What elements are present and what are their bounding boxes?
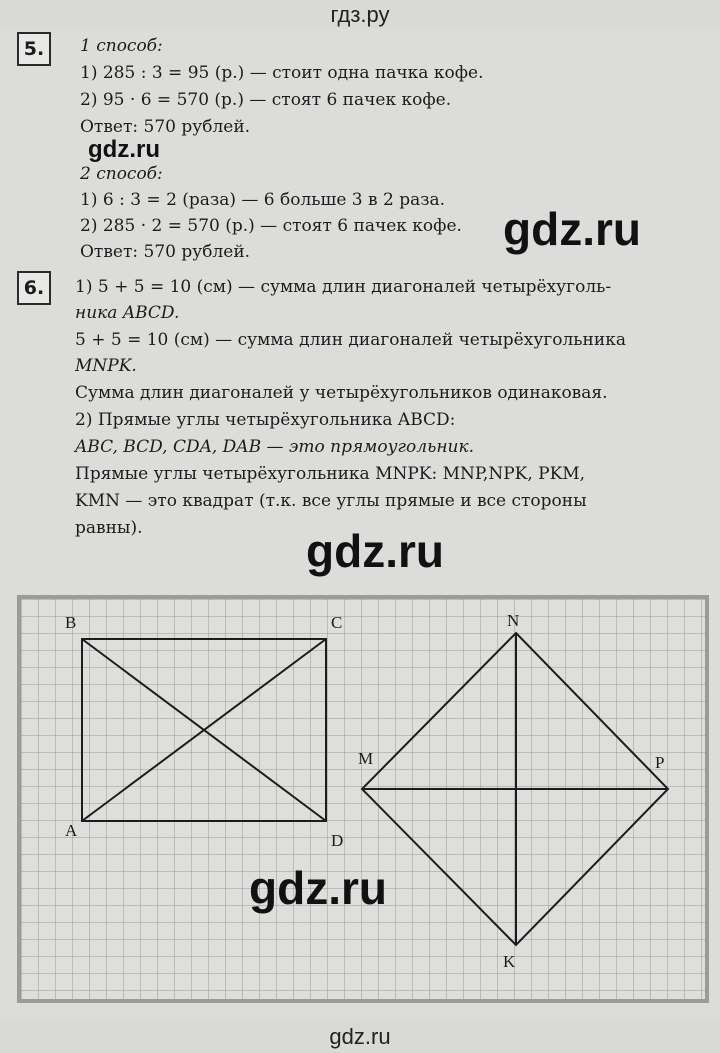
task-5-method2-title: 2 способ:	[80, 164, 163, 184]
task-6-number: 6.	[17, 271, 51, 305]
watermark: gdz.ru	[249, 862, 387, 914]
watermark: gdz.ru	[88, 136, 160, 163]
task-5-m2-answer: Ответ: 570 рублей.	[80, 242, 251, 262]
task-6-line7: ABC, BCD, CDA, DAB — это прямоугольник.	[75, 437, 475, 457]
task-6-line9: KMN — это квадрат (т.к. все углы прямые и все стороны	[75, 491, 587, 511]
rectangle-abcd	[82, 639, 326, 821]
label-a: A	[65, 821, 78, 840]
site-header: гдз.ру	[330, 2, 390, 27]
task-5-m1-line1: 1) 285 : 3 = 95 (р.) — стоит одна пачка кофе.	[80, 63, 484, 83]
task-6-line4: MNPK.	[75, 356, 137, 376]
grid-figure-panel	[17, 595, 709, 1003]
watermark: gdz.ru	[503, 203, 641, 255]
task-5-m1-line2: 2) 95 · 6 = 570 (р.) — стоят 6 пачек кофе.	[80, 90, 452, 110]
square-mnpk	[362, 633, 668, 945]
label-m: M	[358, 749, 374, 768]
label-k: K	[503, 952, 516, 971]
task-6-line8: Прямые углы четырёхугольника MNPK: MNP,NPK, PKM,	[75, 464, 586, 484]
label-b: B	[65, 613, 77, 632]
task-5-m1-answer: Ответ: 570 рублей.	[80, 117, 251, 137]
task-6-line1: 1) 5 + 5 = 10 (см) — сумма длин диагоналей четырёхуголь-	[75, 277, 612, 297]
task-6-line6: 2) Прямые углы четырёхугольника ABCD:	[75, 410, 456, 430]
label-n: N	[507, 611, 520, 630]
label-d: D	[331, 831, 344, 850]
task-6-line5: Сумма длин диагоналей у четырёхугольников одинаковая.	[75, 383, 608, 403]
task-6-line2: ника ABCD.	[75, 303, 180, 323]
task-5-method1-title: 1 способ:	[80, 36, 163, 56]
task-5-number: 5.	[17, 32, 51, 66]
site-footer: gdz.ru	[329, 1024, 391, 1049]
label-c: C	[331, 613, 343, 632]
task-5-m2-line1: 1) 6 : 3 = 2 (раза) — 6 больше 3 в 2 раза.	[80, 190, 446, 210]
task-6-line10: равны).	[75, 518, 143, 538]
label-p: P	[655, 753, 665, 772]
watermark: gdz.ru	[306, 525, 444, 577]
figures-svg	[21, 599, 705, 999]
task-6-line3: 5 + 5 = 10 (см) — сумма длин диагоналей четырёхугольника	[75, 330, 626, 350]
task-5-m2-line2: 2) 285 · 2 = 570 (р.) — стоят 6 пачек кофе.	[80, 216, 462, 236]
